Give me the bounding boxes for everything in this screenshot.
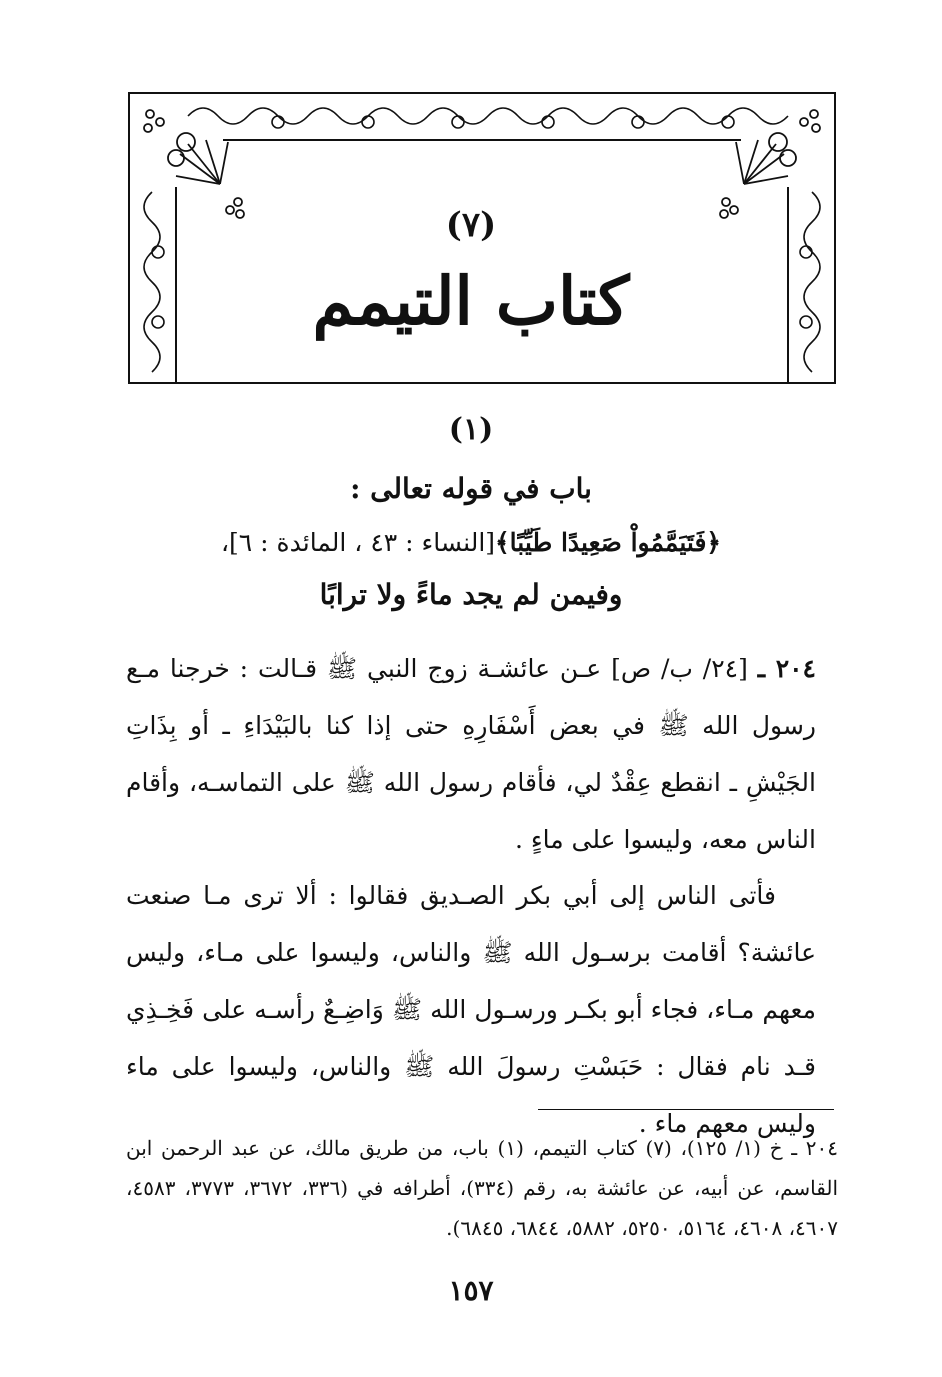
section-subtitle: وفيمن لم يجد ماءً ولا ترابًا	[319, 578, 623, 611]
verse-line	[0, 528, 942, 557]
hadith-number: ٢٠٤ ـ	[757, 654, 816, 683]
hadith-text-2: فأتى الناس إلى أبي بكر الصـديق فقالوا : ألا ترى مـا صنعت عائشة؟ أقامت برسـول الله ﷺ والناس، وليسوا على مـاء، وليس معهم مـاء، فجاء أبو بكـر ورسـول الله ﷺ وَاضِـعٌ رأسـه على فَخِـذِي قـد نام فقال : حَبَسْتِ رسولَ الله ﷺ والناس، وليسوا على ماء وليس معهم ماء .	[126, 881, 816, 1138]
verse-reference: [النساء : ٤٣ ، المائدة : ٦]،	[220, 528, 496, 557]
hadith-text-1: [٢٤/ ب/ ص] عـن عائشـة زوج النبي ﷺ قـالت : خرجنا مـع رسول الله ﷺ في بعض أَسْفَارِهِ حتى إذا كنا بالبَيْدَاءِ ـ أو بِذَاتِ الجَيْشِ ـ انقطع عِقْدٌ لي، فأقام رسول الله ﷺ على التماسـه، وأقام الناس معه، وليسوا على ماءٍ .	[126, 654, 816, 854]
section-title: باب في قوله تعالى :	[350, 472, 592, 505]
right-corner-fan	[720, 110, 820, 218]
book-title: كتاب التيمم	[312, 262, 630, 340]
section-number: (١)	[448, 412, 494, 447]
footnote: ٢٠٤ ـ خ (١/ ١٢٥)، (٧) كتاب التيمم، (١) باب، من طريق مالك، عن عبد الرحمن ابن القاسم، عن أبيه، عن عائشة به، رقم (٣٣٤)، أطرافه في (٣٣٦، ٣٦٧٢، ٣٧٧٣، ٤٥٨٣، ٤٦٠٧، ٤٦٠٨، ٥١٦٤، ٥٢٥٠، ٥٨٨٢، ٦٨٤٤، ٦٨٤٥).	[126, 1136, 839, 1240]
chapter-number: (٧)	[445, 205, 497, 245]
page-number: ١٥٧	[448, 1274, 494, 1307]
hadith-paragraph-1	[126, 640, 816, 868]
top-scroll-band	[188, 108, 788, 128]
quran-verse: ﴿فَتَيَمَّمُواْ صَعِيدًا طَيِّبًا﴾	[495, 528, 722, 557]
left-corner-fan	[144, 110, 244, 218]
footnote-separator	[538, 1109, 834, 1110]
